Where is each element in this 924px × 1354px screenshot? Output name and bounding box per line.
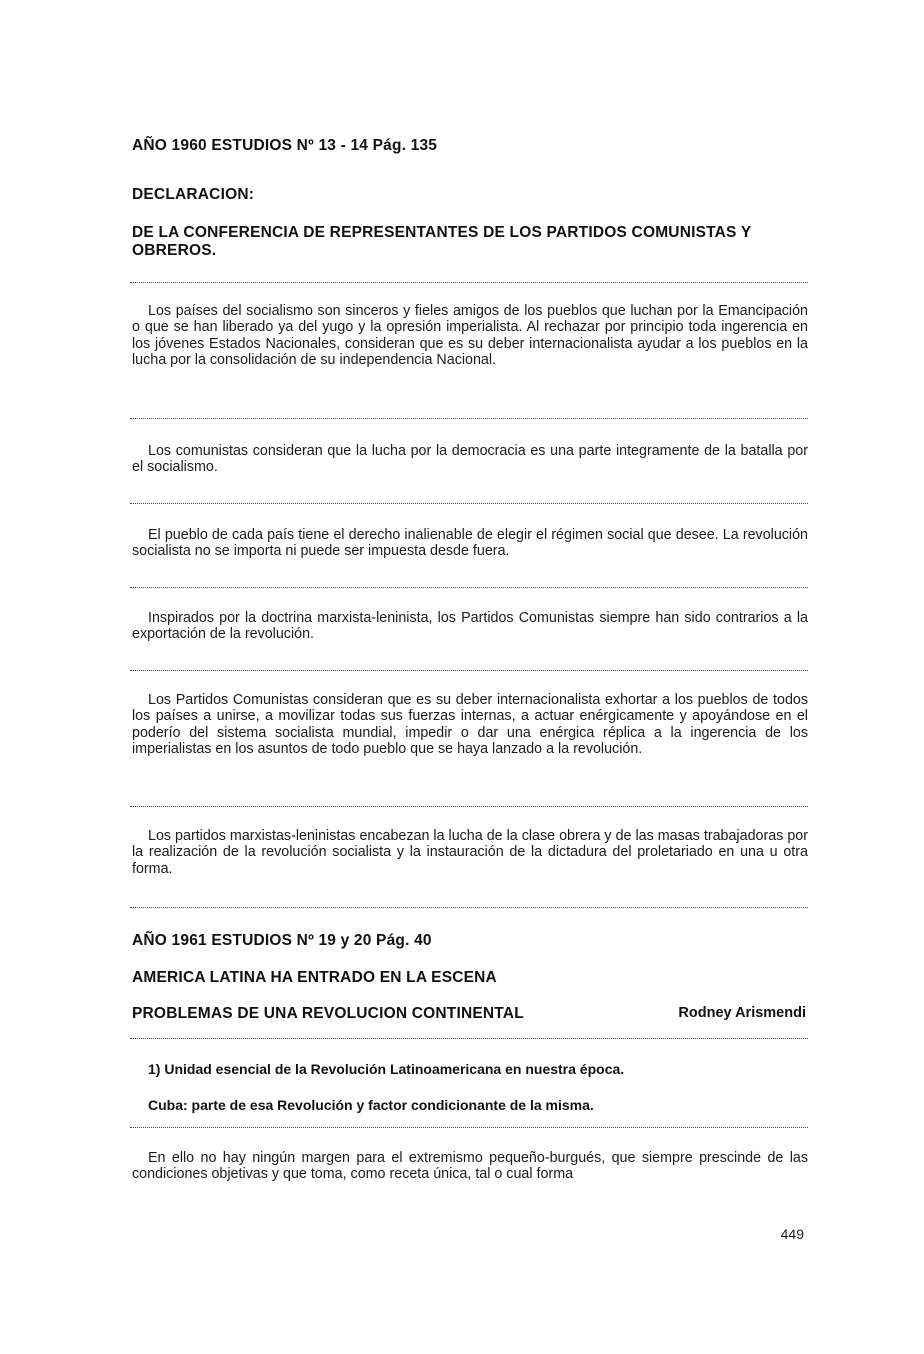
dotted-separator bbox=[130, 418, 808, 419]
page-number: 449 bbox=[780, 1226, 804, 1242]
dotted-separator bbox=[130, 806, 808, 807]
paragraph-1-text: Los países del socialismo son sinceros y fieles amigos de los pueblos que luchan por la Emancipación o que se han liberado ya del yugo y la opresión imperialista. Al rechazar por principio toda ingerencia en los jóvenes Estados Nacionales, consideran que es su deber internacionalista ayudar a los pueblos en la lucha por la consolidación de su independencia Nacional. bbox=[132, 303, 808, 369]
paragraph-7-text: En ello no hay ningún margen para el extremismo pequeño-burgués, que siempre prescinde de las condiciones objetivas y que toma, como receta única, tal o cual forma bbox=[132, 1150, 808, 1183]
paragraph-7 bbox=[132, 1150, 808, 1183]
article-title: AMERICA LATINA HA ENTRADO EN LA ESCENA bbox=[132, 969, 497, 986]
document-page bbox=[130, 0, 810, 1354]
dotted-separator bbox=[130, 282, 808, 283]
section-heading-2: Cuba: parte de esa Revolución y factor condicionante de la misma. bbox=[148, 1097, 594, 1113]
dotted-separator bbox=[130, 1038, 808, 1039]
paragraph-4-text: Inspirados por la doctrina marxista-leninista, los Partidos Comunistas siempre han sido contrarios a la exportación de la revolución. bbox=[132, 610, 808, 643]
dotted-separator bbox=[130, 1127, 808, 1128]
paragraph-3-text: El pueblo de cada país tiene el derecho inalienable de elegir el régimen social que desee. La revolución socialista no se importa ni puede ser impuesta desde fuera. bbox=[132, 527, 808, 560]
paragraph-5 bbox=[132, 692, 808, 758]
dotted-separator bbox=[130, 670, 808, 671]
paragraph-2 bbox=[132, 443, 808, 476]
paragraph-5-text: Los Partidos Comunistas consideran que es su deber internacionalista exhortar a los pueblos de todos los países a unirse, a movilizar todas sus fuerzas internas, a actuar enérgicamente y apoyándose en el poderío del sistema socialista mundial, impedir o dar una enérgica réplica a la ingerencia de los imperialistas en los asuntos de todo pueblo que se haya lanzado a la revolución. bbox=[132, 692, 808, 758]
dotted-separator bbox=[130, 587, 808, 588]
source-reference-1961: AÑO 1961 ESTUDIOS Nº 19 y 20 Pág. 40 bbox=[132, 932, 432, 949]
paragraph-1 bbox=[132, 303, 808, 369]
declaration-title: DE LA CONFERENCIA DE REPRESENTANTES DE LOS PARTIDOS COMUNISTAS Y OBREROS. bbox=[132, 224, 752, 259]
paragraph-6 bbox=[132, 828, 808, 877]
paragraph-6-text: Los partidos marxistas-leninistas encabezan la lucha de la clase obrera y de las masas trabajadoras por la realización de la revolución socialista y la instauración de la dictadura del proletariado en una u otra forma. bbox=[132, 828, 808, 877]
paragraph-3 bbox=[132, 527, 808, 560]
paragraph-4 bbox=[132, 610, 808, 643]
article-subtitle: PROBLEMAS DE UNA REVOLUCION CONTINENTAL bbox=[132, 1005, 524, 1022]
article-author: Rodney Arismendi bbox=[678, 1005, 806, 1021]
section-heading-1: 1) Unidad esencial de la Revolución Latinoamericana en nuestra época. bbox=[148, 1061, 625, 1077]
dotted-separator bbox=[130, 907, 808, 908]
source-reference-1960: AÑO 1960 ESTUDIOS Nº 13 - 14 Pág. 135 bbox=[132, 137, 438, 154]
paragraph-2-text: Los comunistas consideran que la lucha por la democracia es una parte integramente de la batalla por el socialismo. bbox=[132, 443, 808, 476]
dotted-separator bbox=[130, 503, 808, 504]
declaration-label: DECLARACION: bbox=[132, 186, 255, 203]
